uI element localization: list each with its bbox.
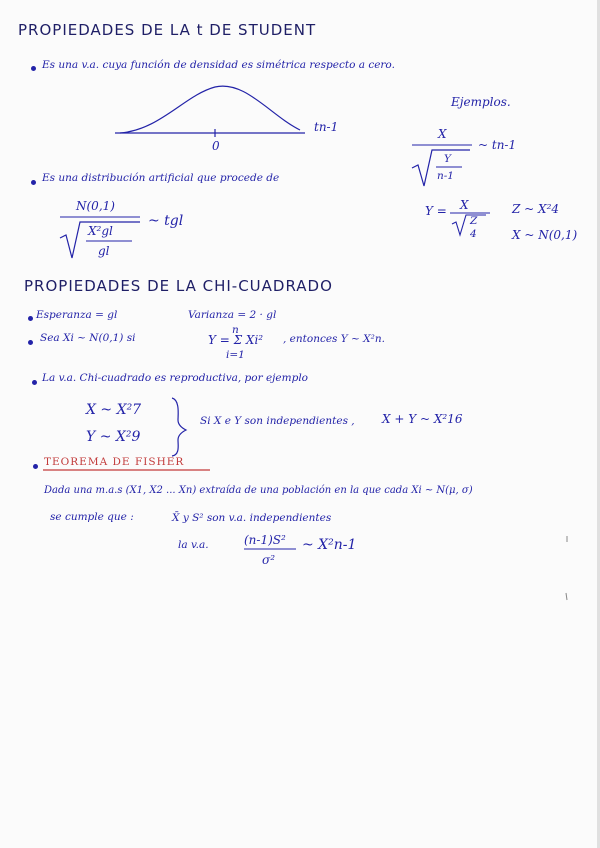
fisher-frac-den: σ² [262, 553, 276, 567]
example1-numerator: X [438, 127, 447, 141]
sea-text: Sea Xi ~ N(0,1) si [40, 332, 136, 344]
artificial-distribution-text: Es una distribución artificial que procede de [42, 172, 280, 184]
varianza-text: Varianza = 2 · gl [188, 309, 277, 321]
example2-denominator: Z [470, 215, 478, 227]
bullet-dot [32, 380, 37, 385]
student-symmetry-text: Es una v.a. cuya función de densidad es simétrica respecto a cero. [42, 59, 395, 71]
example2-lhs: Y = [425, 204, 447, 218]
sum-top: n [232, 324, 239, 336]
reproductiva-text: La v.a. Chi-cuadrado es reproductiva, por ejemplo [42, 372, 309, 384]
si-independientes-text: Si X e Y son independientes , [200, 415, 355, 427]
example1-den-num: Y [444, 153, 451, 165]
fisher-frac-rhs: ~ X²n-1 [302, 537, 357, 553]
fisher-line3: la v.a. [178, 539, 209, 551]
sum-bottom: i=1 [226, 349, 245, 361]
curve-zero-label: 0 [212, 139, 220, 153]
ejemplos-label: Ejemplos. [451, 95, 511, 109]
density-curve [120, 86, 300, 133]
section-title-chi: PROPIEDADES DE LA CHI-CUADRADO [24, 277, 333, 295]
sum-expression: Y = Σ Xi² [208, 333, 264, 347]
sqrt-sign-ex2 [452, 215, 486, 235]
bullet-dot [33, 464, 38, 469]
example1-rhs: ~ tn-1 [478, 138, 517, 152]
bullet-dot [31, 66, 36, 71]
bullet-dot [28, 316, 33, 321]
fraction-numerator: N(0,1) [76, 199, 115, 213]
example1-den-den: n-1 [437, 170, 454, 182]
y-chi-dist: Y ~ X²9 [86, 429, 141, 445]
curve-label: tn-1 [314, 120, 339, 134]
curly-brace [172, 398, 186, 456]
example2-numerator: X [460, 198, 469, 212]
fraction-rhs: ~ tgl [148, 213, 184, 229]
entonces-text: , entonces Y ~ X²n. [283, 333, 385, 345]
bullet-dot [28, 340, 33, 345]
example2-den-sub: 4 [470, 228, 477, 240]
fisher-line2b: X̄ y S² son v.a. independientes [172, 512, 332, 524]
fisher-theorem-title: TEOREMA DE FISHER [44, 456, 185, 468]
sum-result: X + Y ~ X²16 [382, 412, 463, 426]
margin-mark-2 [566, 593, 567, 600]
example2-x-dist: X ~ N(0,1) [512, 228, 578, 242]
bullet-dot [31, 180, 36, 185]
fraction-den-bottom: gl [98, 244, 110, 258]
section-title-student: PROPIEDADES DE LA t DE STUDENT [18, 21, 317, 39]
fisher-frac-num: (n-1)S² [244, 533, 286, 547]
fisher-line1: Dada una m.a.s (X1, X2 ... Xn) extraída de una población en la que cada Xi ~ N(μ, σ) [44, 485, 473, 496]
x-chi-dist: X ~ X²7 [86, 402, 142, 418]
example2-z-dist: Z ~ X²4 [512, 202, 560, 216]
fisher-line2: se cumple que : [50, 511, 134, 523]
fraction-den-top: X²gl [88, 224, 113, 238]
esperanza-text: Esperanza = gl [36, 309, 118, 321]
